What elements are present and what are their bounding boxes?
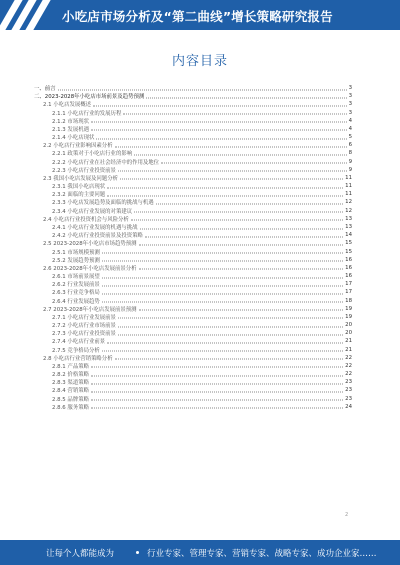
toc-leader-dots	[102, 293, 343, 294]
toc-leader-dots	[91, 408, 343, 409]
toc-entry-label: 2.1.3 发展机遇	[52, 126, 89, 133]
toc-entry[interactable]	[34, 109, 352, 117]
toc-leader-dots	[91, 367, 343, 368]
toc-entry-page: 14	[345, 232, 352, 239]
toc-entry-label: 2.5.1 市场规模预测	[52, 249, 100, 256]
toc-leader-dots	[145, 236, 343, 237]
toc-leader-dots	[139, 269, 344, 270]
toc-entry-label: 2.8.2 价格策略	[52, 372, 89, 379]
toc-entry[interactable]	[34, 84, 352, 92]
toc-entry-page: 21	[345, 346, 352, 353]
footer-dot	[136, 551, 139, 554]
toc-entry[interactable]	[34, 182, 352, 190]
toc-entry[interactable]	[34, 329, 352, 337]
footer-slogan-left: 让每个人都能成为	[46, 549, 115, 559]
toc-entry-page: 17	[345, 281, 352, 288]
toc-entry-page: 23	[345, 379, 352, 386]
toc-entry[interactable]	[34, 403, 352, 411]
toc-entry[interactable]	[34, 198, 352, 206]
toc-entry[interactable]	[34, 190, 352, 198]
toc-entry-page: 16	[345, 256, 352, 263]
toc-leader-dots	[120, 179, 343, 180]
toc-entry-page: 19	[345, 313, 352, 320]
toc-entry[interactable]	[34, 207, 352, 215]
toc-leader-dots	[156, 203, 343, 204]
toc-entry-page: 5	[348, 134, 352, 141]
toc-leader-dots	[107, 187, 343, 188]
toc-entry-page: 4	[348, 125, 352, 132]
toc-entry[interactable]	[34, 256, 352, 264]
toc-leader-dots	[91, 122, 347, 123]
toc-entry-page: 23	[345, 387, 352, 394]
toc-entry-label: 2.7.4 小吃店行业前景	[52, 339, 106, 346]
toc-leader-dots	[91, 383, 343, 384]
toc-entry-label: 2.7.1 小吃店行业发展前景	[52, 314, 116, 321]
toc-entry[interactable]	[34, 346, 352, 354]
toc-leader-dots	[102, 261, 343, 262]
toc-leader-dots	[102, 253, 343, 254]
toc-entry-label: 2.3.2 面临的主要问题	[52, 192, 106, 199]
toc-leader-dots	[91, 130, 347, 131]
toc-entry-page: 17	[345, 289, 352, 296]
toc-entry-label: 2.2.1 政策对于小吃店行业的影响	[52, 151, 133, 158]
toc-leader-dots	[102, 351, 343, 352]
toc-entry-label: 2.7.2 小吃店行业市场前景	[52, 323, 116, 330]
toc-entry[interactable]	[34, 296, 352, 304]
toc-entry-label: 2.2 小吃店行业影响因素分析	[43, 143, 113, 150]
toc-entry-page: 12	[345, 199, 352, 206]
toc-heading: 内容目录	[171, 54, 228, 69]
toc-entry[interactable]	[34, 149, 352, 157]
toc-entry-label: 二、2023-2028年小吃店市场前景及趋势预测	[34, 94, 145, 101]
toc-entry-page: 11	[345, 183, 352, 190]
toc-entry-label: 2.6.4 行业发展趋势	[52, 298, 100, 305]
toc-entry-label: 2.7 2023-2028年小吃店发展前景预测	[43, 306, 137, 313]
toc-entry[interactable]	[34, 166, 352, 174]
toc-leader-dots	[91, 375, 343, 376]
toc-leader-dots	[134, 212, 343, 213]
toc-leader-dots	[91, 391, 343, 392]
footer-slogan-right: 行业专家、管理专家、营销专家、战略专家、成功企业家……	[147, 549, 377, 559]
toc-entry[interactable]	[34, 141, 352, 149]
toc-entry-label: 2.6.1 市场前景展望	[52, 274, 100, 281]
toc-entry[interactable]	[34, 313, 352, 321]
toc-entry-label: 2.1 小吃店发展概述	[43, 102, 92, 109]
toc-entry-label: 2.3.4 小吃店行业发展的对策建议	[52, 208, 133, 215]
toc-entry-label: 2.5.2 发展趋势预测	[52, 257, 100, 264]
toc-leader-dots	[107, 195, 343, 196]
toc-entry[interactable]	[34, 354, 352, 362]
toc-entry-page: 12	[345, 207, 352, 214]
toc-leader-dots	[146, 97, 346, 98]
toc-entry-page: 24	[345, 403, 352, 410]
toc-entry-label: 2.6 2023-2028年小吃店发展前景分析	[43, 265, 137, 272]
toc-entry[interactable]	[34, 305, 352, 313]
toc-leader-dots	[102, 285, 343, 286]
toc-entry-label: 2.5 2023-2028年小吃店市场趋势预测	[43, 241, 137, 248]
toc-entry[interactable]	[34, 247, 352, 255]
toc-entry-page: 11	[345, 191, 352, 198]
toc-entry-label: 2.8 小吃店行业营销策略分析	[43, 355, 113, 362]
toc-entry[interactable]	[34, 264, 352, 272]
toc-entry-label: 2.4.2 小吃店行业投资前景及投资策略	[52, 233, 143, 240]
toc-entry[interactable]	[34, 337, 352, 345]
toc-leader-dots	[107, 342, 343, 343]
toc-entry-page: 18	[345, 297, 352, 304]
toc-entry[interactable]	[34, 100, 352, 108]
toc-entry-page: 3	[348, 93, 352, 100]
toc-entry[interactable]	[34, 231, 352, 239]
toc-leader-dots	[140, 228, 344, 229]
toc-entry[interactable]	[34, 215, 352, 223]
toc-entry[interactable]	[34, 321, 352, 329]
toc-entry-label: 2.8.5 品牌策略	[52, 396, 89, 403]
toc-entry[interactable]	[34, 395, 352, 403]
toc-leader-dots	[161, 163, 346, 164]
toc-leader-dots	[118, 318, 343, 319]
toc-entry[interactable]	[34, 272, 352, 280]
toc-entry-page: 13	[345, 224, 352, 230]
toc-entry[interactable]	[34, 239, 352, 247]
toc-entry-label: 2.7.5 竞争格局分析	[52, 347, 100, 354]
toc-entry-label: 2.7.3 小吃店行业投资前景	[52, 331, 116, 338]
toc-leader-dots	[139, 244, 344, 245]
toc-leader-dots	[115, 146, 347, 147]
toc-entry-page: 20	[345, 322, 352, 329]
toc-entry-label: 2.2.3 小吃店行业投资前景	[52, 167, 116, 174]
toc-entry-page: 22	[345, 371, 352, 378]
toc-entry[interactable]	[34, 362, 352, 370]
toc-leader-dots	[58, 89, 347, 90]
toc-entry[interactable]	[34, 133, 352, 141]
toc-entry-label: 一、前言	[34, 86, 56, 93]
toc-entry-label: 2.1.1 小吃店行业的发展历程	[52, 110, 122, 117]
toc-entry[interactable]	[34, 92, 352, 100]
toc-leader-dots	[91, 400, 343, 401]
header-banner	[0, 0, 400, 30]
toc-leader-dots	[93, 105, 347, 106]
toc-leader-dots	[102, 302, 343, 303]
toc-entry-label: 2.1.2 市场现状	[52, 118, 89, 125]
toc-entry-page: 3	[348, 85, 352, 92]
toc-entry-page: 16	[345, 273, 352, 280]
page-number: 2	[345, 512, 349, 518]
toc-leader-dots	[139, 310, 344, 311]
toc-entry-page: 22	[345, 362, 352, 369]
toc-leader-dots	[134, 154, 346, 155]
toc-entry-page: 3	[348, 109, 352, 116]
toc-leader-dots	[115, 359, 344, 360]
toc-entry[interactable]	[34, 117, 352, 125]
toc-entry[interactable]	[34, 223, 352, 231]
toc-entry-page: 4	[348, 117, 352, 124]
toc-entry-page: 13	[345, 215, 352, 222]
toc-leader-dots	[118, 334, 343, 335]
toc-entry-label: 2.3 我国小吃店发展及问题分析	[43, 175, 118, 182]
toc-entry[interactable]	[34, 158, 352, 166]
toc-entry-label: 2.3.3 小吃店发展趋势及面临的挑战与机遇	[52, 200, 154, 207]
toc-entry[interactable]	[34, 280, 352, 288]
toc-entry-page: 11	[345, 174, 352, 181]
toc-entry-label: 2.8.4 营销策略	[52, 388, 89, 395]
table-of-contents	[34, 84, 352, 411]
toc-entry-label: 2.8.6 服务策略	[52, 404, 89, 411]
toc-entry-page: 22	[345, 354, 352, 361]
toc-entry-label: 2.8.1 产品策略	[52, 363, 89, 370]
toc-entry-page: 23	[345, 395, 352, 402]
toc-entry[interactable]	[34, 174, 352, 182]
toc-entry-label: 2.1.4 小吃店现状	[52, 135, 95, 142]
toc-entry-label: 2.6.2 行业发展前景	[52, 282, 100, 289]
toc-entry-page: 15	[345, 248, 352, 255]
toc-entry-label: 2.8.3 渠道策略	[52, 380, 89, 387]
toc-entry[interactable]	[34, 370, 352, 378]
toc-entry-page: 3	[348, 101, 352, 108]
toc-leader-dots	[102, 277, 343, 278]
toc-entry-page: 9	[348, 158, 352, 165]
toc-leader-dots	[123, 114, 346, 115]
toc-entry-label: 2.3.1 我国小吃店现状	[52, 184, 106, 191]
toc-leader-dots	[131, 220, 343, 221]
toc-entry-page: 16	[345, 264, 352, 271]
toc-entry[interactable]	[34, 125, 352, 133]
footer-banner	[0, 540, 400, 565]
toc-leader-dots	[118, 326, 343, 327]
toc-entry-page: 21	[345, 338, 352, 345]
toc-entry-label: 2.2.2 小吃店行业在社会经济中的作用及地位	[52, 159, 160, 166]
toc-entry[interactable]	[34, 386, 352, 394]
toc-entry[interactable]	[34, 378, 352, 386]
toc-entry-page: 9	[348, 166, 352, 173]
toc-leader-dots	[96, 138, 346, 139]
report-title: 小吃店市场分析及“第二曲线”增长策略研究报告	[62, 9, 333, 24]
toc-entry-page: 20	[345, 330, 352, 337]
toc-entry[interactable]	[34, 288, 352, 296]
toc-entry-page: 19	[345, 305, 352, 312]
toc-entry-label: 2.6.3 行业竞争格局	[52, 290, 100, 297]
toc-entry-page: 15	[345, 240, 352, 247]
toc-entry-page: 8	[348, 150, 352, 157]
toc-entry-label: 2.4 小吃店行业投资机会与风险分析	[43, 216, 129, 223]
toc-entry-page: 6	[348, 142, 352, 149]
toc-leader-dots	[118, 171, 347, 172]
toc-entry-label: 2.4.1 小吃店行业发展的机遇与挑战	[52, 225, 138, 231]
